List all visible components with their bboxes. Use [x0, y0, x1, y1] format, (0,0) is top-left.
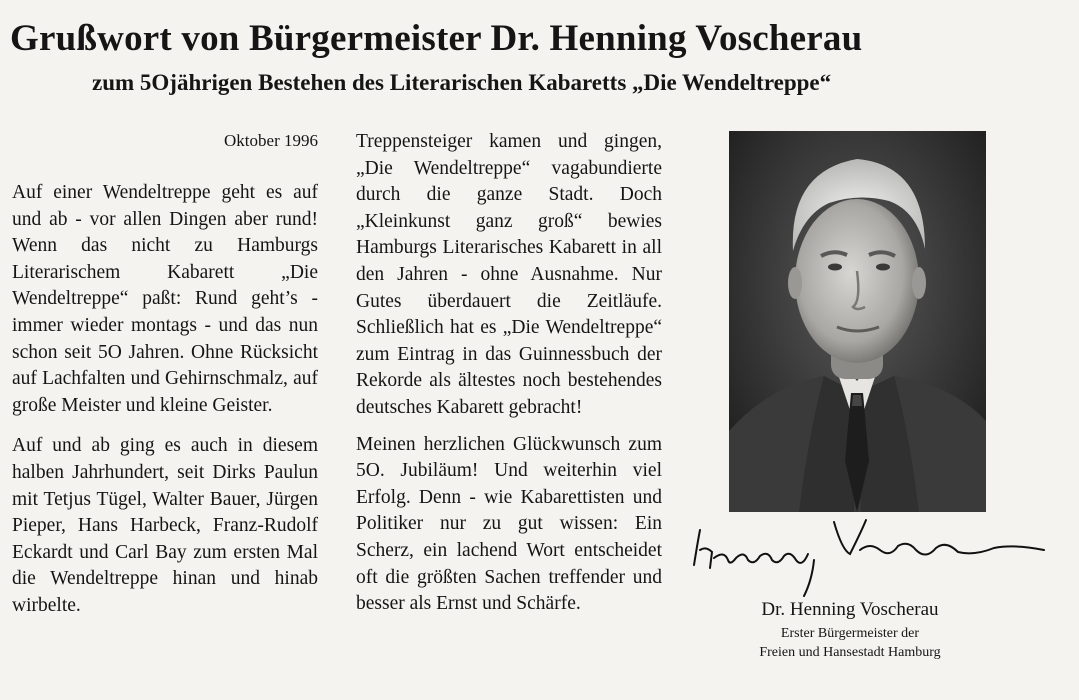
signatory-name: Dr. Henning Voscherau [761, 599, 939, 620]
signatory-role-line-2: Freien und Hansestadt Hamburg [759, 645, 941, 660]
article-subtitle: zum 5Ojährigen Bestehen des Literarischen Kabaretts „Die Wendeltreppe“ [92, 70, 832, 95]
text-column-2 [356, 129, 662, 628]
signatory-role [700, 624, 1000, 662]
text-column-1 [12, 128, 318, 634]
handwritten-signature [684, 510, 1054, 600]
paragraph: Meinen herzlichen Glückwunsch zum 5O. Jubiläum! Und weiterhin viel Erfolg. Denn - wie Kabarettisten und Politiker nur zu gut wissen: Ein Scherz, ein lachend Wort entscheidet oft die größten Sachen treffender und besser als Ernst und Schärfe. [356, 433, 662, 615]
article-title: Grußwort von Bürgermeister Dr. Henning Voscherau [10, 18, 863, 59]
paragraph: Auf einer Wendeltreppe geht es auf und ab - vor allen Dingen aber rund! Wenn das nicht zu Hamburgs Literarischem Kabarett „Die Wendeltreppe“ paßt: Rund geht’s - immer wieder montags - und das nun schon seit 5O Jahren. Ohne Rücksicht auf Lachfalten und Gehirnschmalz, auf große Meister und kleine Geister. [12, 182, 318, 416]
paragraph: Treppensteiger kamen und gingen, „Die Wendeltreppe“ vagabundierte durch die ganze Stadt. Doch „Kleinkunst ganz groß“ bewies Hamburgs Literarisches Kabarett in all den Jahren - ohne Ausnahme. Nur Gutes überdauert die Zeitläufe. Schließlich hat es „Die Wendeltreppe“ zum Eintrag in das Guinnessbuch der Rekorde als ältestes noch bestehendes deutsches Kabarett gebracht! [356, 131, 662, 418]
article-date: Oktober 1996 [224, 131, 318, 150]
portrait-photo [729, 131, 986, 512]
portrait-illustration [729, 131, 986, 512]
signatory-role-line-1: Erster Bürgermeister der [780, 626, 920, 641]
paragraph: Auf und ab ging es auch in diesem halben Jahrhundert, seit Dirks Paulun mit Tetjus Tügel, Walter Bauer, Jürgen Pieper, Hans Harbeck, Franz-Rudolf Eckardt und Carl Bay zum ersten Mal die Wendeltreppe hinan und hinab wirbelte. [12, 435, 318, 616]
